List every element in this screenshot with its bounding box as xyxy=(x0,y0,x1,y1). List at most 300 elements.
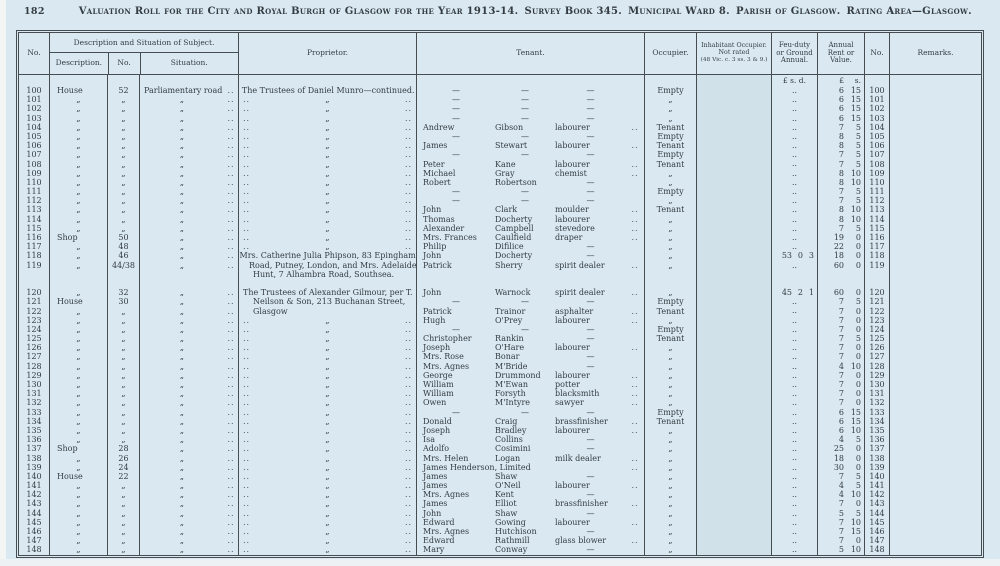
annual-rent-cell xyxy=(817,334,864,343)
tenant-cell xyxy=(416,481,644,490)
description-cell: „ xyxy=(49,288,107,297)
proprietor-cell xyxy=(238,215,416,224)
remarks-cell xyxy=(889,141,981,150)
leader-dots: .. xyxy=(227,425,235,435)
tenant-cell xyxy=(416,104,644,113)
street-number-cell: „ xyxy=(107,150,139,159)
remarks-cell xyxy=(889,536,981,545)
proprietor-text: „ xyxy=(325,536,330,546)
situation-cell xyxy=(139,518,238,527)
leader-dots: .. xyxy=(227,352,235,362)
tenant-occupation: labourer xyxy=(555,517,590,527)
row-number-left: 145 xyxy=(26,517,42,527)
tenant-surname: Gibson xyxy=(495,122,524,132)
leader-dots: .. xyxy=(404,205,413,215)
rent-pounds: 7 xyxy=(838,389,844,399)
inhabitant-occupier-cell xyxy=(696,307,771,316)
proprietor-text: „ xyxy=(325,517,330,527)
situation-text: „ xyxy=(179,150,185,160)
row-number-left: 147 xyxy=(26,536,42,546)
proprietor-text: The Trustees of Alexander Gilmour, per T. xyxy=(243,288,413,298)
proprietor-text: „ xyxy=(325,131,330,141)
proprietor-text: „ xyxy=(325,545,330,555)
occupier-cell: „ xyxy=(644,233,696,242)
inhabitant-occupier-cell xyxy=(696,150,771,159)
proprietor-cell xyxy=(238,270,416,279)
proprietor-cell xyxy=(238,288,416,297)
street-number-cell: „ xyxy=(107,398,139,407)
feu-duty-cell: .. xyxy=(771,527,817,536)
row-number-right: 107 xyxy=(864,150,889,159)
leader-dots: .. xyxy=(227,196,235,206)
row-number-left: 142 xyxy=(26,490,42,500)
table-row xyxy=(19,169,981,178)
leader-dots: .. xyxy=(227,343,235,353)
annual-rent-cell xyxy=(817,160,864,169)
situation-text: „ xyxy=(179,380,185,389)
table-row xyxy=(19,408,981,417)
feu-duty-cell: .. xyxy=(771,205,817,214)
leader-dots: .. xyxy=(404,370,413,380)
tenant-cell xyxy=(416,307,644,316)
leader-dots: .. xyxy=(404,499,413,509)
tenant-occupation: labourer xyxy=(555,370,590,380)
table-row xyxy=(19,150,981,159)
occupier-cell: „ xyxy=(644,463,696,472)
leader-dots xyxy=(626,196,644,205)
tenant-forename: William xyxy=(423,380,454,389)
leader-dots: .. xyxy=(227,205,235,215)
leader-dots: .. xyxy=(404,352,413,362)
situation-text: „ xyxy=(179,141,185,151)
tenant-surname: Rankin xyxy=(495,334,524,344)
leader-dots xyxy=(626,490,644,499)
tenant-cell xyxy=(416,160,644,169)
proprietor-text: „ xyxy=(325,380,330,389)
leader-dots: .. xyxy=(227,159,235,169)
tenant-surname: O'Prey xyxy=(495,315,523,325)
rent-shillings: 5 xyxy=(855,223,861,233)
tenant-forename: George xyxy=(423,370,453,380)
street-number-cell: „ xyxy=(107,371,139,380)
tenant-occupation: — xyxy=(586,242,595,252)
leader-dots: .. xyxy=(242,536,251,546)
leader-dots: .. xyxy=(631,205,639,215)
leader-dots: .. xyxy=(631,462,639,472)
tenant-occupation: — xyxy=(586,113,595,123)
situation-text: „ xyxy=(179,251,185,261)
occupier-cell: „ xyxy=(644,114,696,123)
remarks-cell xyxy=(889,251,981,260)
remarks-cell xyxy=(889,352,981,361)
description-cell: „ xyxy=(49,114,107,123)
table-row xyxy=(19,307,981,316)
situation-cell xyxy=(139,325,238,334)
page-header xyxy=(24,6,972,17)
proprietor-cell xyxy=(238,242,416,251)
tenant-occupation: labourer xyxy=(555,425,590,435)
remarks-cell xyxy=(889,408,981,417)
tenant-occupation: sawyer xyxy=(555,398,584,408)
leader-dots: .. xyxy=(242,471,251,481)
feu-duty-cell: .. xyxy=(771,352,817,361)
table-row xyxy=(19,325,981,334)
rent-shillings: 0 xyxy=(855,536,861,546)
situation-cell xyxy=(139,104,238,113)
rent-shillings: 10 xyxy=(850,168,861,178)
occupier-cell: „ xyxy=(644,509,696,518)
row-number-right: 120 xyxy=(864,288,889,297)
tenant-forename: — xyxy=(452,407,460,417)
feu-part: 3 xyxy=(808,251,814,261)
leader-dots: .. xyxy=(242,168,251,178)
rent-pounds: 4 xyxy=(838,435,844,445)
street-number-cell: „ xyxy=(107,205,139,214)
tenant-cell xyxy=(416,389,644,398)
annual-rent-cell xyxy=(817,196,864,205)
remarks-cell xyxy=(889,490,981,499)
remarks-cell xyxy=(889,316,981,325)
row-number-left: 137 xyxy=(26,444,42,454)
leader-dots: .. xyxy=(227,380,235,389)
rent-shillings: s. xyxy=(854,76,861,85)
street-number-cell: „ xyxy=(107,481,139,490)
leader-dots: .. xyxy=(227,370,235,380)
table-row xyxy=(19,435,981,444)
leader-dots xyxy=(626,325,644,334)
situation-text: „ xyxy=(179,187,185,197)
page-title xyxy=(79,6,972,17)
occupier-cell: „ xyxy=(644,380,696,389)
row-number-left: 144 xyxy=(26,508,42,518)
leader-dots xyxy=(626,187,644,196)
occupier-cell: „ xyxy=(644,196,696,205)
tenant-cell xyxy=(416,371,644,380)
occupier-cell: Tenant xyxy=(644,160,696,169)
rent-shillings: 0 xyxy=(855,398,861,408)
leader-dots: .. xyxy=(631,425,639,435)
description-cell: House xyxy=(49,297,107,306)
rent-shillings: 10 xyxy=(850,490,861,500)
tenant-cell xyxy=(416,527,644,536)
situation-text: „ xyxy=(179,233,185,242)
street-number-cell: „ xyxy=(107,352,139,361)
leader-dots xyxy=(414,297,416,306)
table-row xyxy=(19,251,981,260)
proprietor-text: „ xyxy=(325,361,330,371)
feu-duty-cell: .. xyxy=(771,224,817,233)
table-row xyxy=(19,417,981,426)
feu-duty-cell: .. xyxy=(771,545,817,554)
proprietor-cell xyxy=(238,187,416,196)
description-cell: „ xyxy=(49,334,107,343)
proprietor-text: „ xyxy=(325,398,330,408)
occupier-cell xyxy=(644,270,696,279)
tenant-surname: M'Bride xyxy=(495,361,528,371)
tenant-forename: James xyxy=(423,481,448,491)
inhabitant-occupier-cell xyxy=(696,325,771,334)
description-cell: „ xyxy=(49,426,107,435)
tenant-forename: Alexander xyxy=(423,223,465,233)
proprietor-cell xyxy=(238,490,416,499)
tenant-cell xyxy=(416,435,644,444)
street-number-cell xyxy=(107,270,139,279)
leader-dots: .. xyxy=(404,545,413,555)
situation-text: „ xyxy=(179,508,185,518)
proprietor-text: „ xyxy=(325,242,330,252)
proprietor-cell xyxy=(238,472,416,481)
leader-dots xyxy=(415,86,416,95)
leader-dots: .. xyxy=(404,435,413,445)
remarks-cell xyxy=(889,472,981,481)
table-row xyxy=(19,297,981,306)
situation-text: „ xyxy=(179,297,185,307)
leader-dots: .. xyxy=(227,177,235,187)
annual-rent-cell xyxy=(817,215,864,224)
annual-rent-cell xyxy=(817,435,864,444)
row-number-left: 130 xyxy=(26,380,42,389)
leader-dots: .. xyxy=(404,471,413,481)
situation-text: „ xyxy=(179,122,185,132)
row-number-left: 138 xyxy=(26,453,42,463)
situation-cell xyxy=(139,389,238,398)
tenant-forename: — xyxy=(452,113,460,123)
tenant-occupation: labourer xyxy=(555,214,590,224)
leader-dots: .. xyxy=(227,471,235,481)
feu-duty-cell: .. xyxy=(771,444,817,453)
annual-rent-cell xyxy=(817,371,864,380)
leader-dots: .. xyxy=(227,361,235,371)
inhabitant-occupier-cell xyxy=(696,187,771,196)
table-row xyxy=(19,95,981,104)
leader-dots: .. xyxy=(242,352,251,362)
situation-cell xyxy=(139,297,238,306)
tenant-cell xyxy=(416,490,644,499)
annual-rent-cell xyxy=(817,499,864,508)
occupier-cell: Empty xyxy=(644,86,696,95)
row-number-right: 143 xyxy=(864,499,889,508)
tenant-occupation: — xyxy=(586,187,595,197)
situation-cell xyxy=(139,454,238,463)
proprietor-text: Glasgow xyxy=(253,306,288,316)
annual-rent-cell xyxy=(817,536,864,545)
rent-pounds: 7 xyxy=(838,324,844,334)
annual-rent-cell xyxy=(817,352,864,361)
leader-dots: .. xyxy=(242,416,251,426)
leader-dots: .. xyxy=(242,343,251,353)
remarks-cell xyxy=(889,463,981,472)
rent-shillings: 5 xyxy=(855,150,861,160)
street-number-cell xyxy=(107,75,139,86)
row-number-right: 131 xyxy=(864,389,889,398)
tenant-cell xyxy=(416,86,644,95)
leader-dots xyxy=(626,75,644,86)
rent-shillings: 15 xyxy=(850,113,861,123)
rent-pounds: 5 xyxy=(838,508,844,518)
row-number-left: 120 xyxy=(26,288,42,298)
leader-dots: .. xyxy=(242,150,251,160)
leader-dots xyxy=(224,279,238,288)
leader-dots: .. xyxy=(631,398,639,408)
situation-cell xyxy=(139,215,238,224)
street-number-cell: „ xyxy=(107,389,139,398)
description-cell: „ xyxy=(49,435,107,444)
feu-duty-cell: .. xyxy=(771,463,817,472)
row-number-left xyxy=(19,279,49,288)
inhabitant-occupier-cell xyxy=(696,132,771,141)
remarks-cell xyxy=(889,205,981,214)
tenant-surname: Forsyth xyxy=(495,389,526,399)
tenant-forename xyxy=(417,270,495,279)
row-number-left: 129 xyxy=(26,370,42,380)
rent-pounds: 7 xyxy=(838,315,844,325)
leader-dots: .. xyxy=(227,527,235,536)
proprietor-cell xyxy=(238,316,416,325)
feu-duty-cell: £ s. d. xyxy=(771,75,817,86)
leader-dots: .. xyxy=(631,481,639,491)
remarks-cell xyxy=(889,178,981,187)
tenant-surname: Difilice xyxy=(495,242,524,252)
proprietor-text: „ xyxy=(325,315,330,325)
tenant-surname: — xyxy=(521,86,529,95)
rent-pounds: 8 xyxy=(838,205,844,215)
rent-shillings: 5 xyxy=(855,481,861,491)
leader-dots xyxy=(414,307,416,316)
inhabitant-occupier-cell xyxy=(696,104,771,113)
tenant-surname: Rathmill xyxy=(495,536,530,546)
leader-dots: .. xyxy=(227,536,235,546)
street-number-cell: „ xyxy=(107,334,139,343)
situation-cell xyxy=(139,288,238,297)
row-number-right: 123 xyxy=(864,316,889,325)
feu-part: 0 xyxy=(797,251,803,261)
tenant-cell xyxy=(416,205,644,214)
rent-pounds: 7 xyxy=(838,150,844,160)
table-row xyxy=(19,371,981,380)
table-row xyxy=(19,352,981,361)
tenant-forename: Christopher xyxy=(423,334,472,344)
leader-dots: .. xyxy=(404,444,413,454)
proprietor-text: „ xyxy=(325,508,330,518)
tenant-surname: — xyxy=(521,187,529,197)
tenant-surname: — xyxy=(521,95,529,105)
situation-text: „ xyxy=(179,288,185,298)
proprietor-text: „ xyxy=(325,104,330,114)
rent-pounds: £ xyxy=(839,76,844,85)
tenant-occupation: labourer xyxy=(555,159,590,169)
street-number-cell: „ xyxy=(107,141,139,150)
row-number-left: 115 xyxy=(26,223,42,233)
description-cell: „ xyxy=(49,408,107,417)
proprietor-text: „ xyxy=(325,462,330,472)
street-number-cell: „ xyxy=(107,178,139,187)
leader-dots: .. xyxy=(242,177,251,187)
row-number-right: 145 xyxy=(864,518,889,527)
row-number-right: 121 xyxy=(864,297,889,306)
proprietor-cell xyxy=(238,307,416,316)
tenant-forename: — xyxy=(452,196,460,206)
leader-dots: .. xyxy=(227,517,235,527)
proprietor-cell xyxy=(238,325,416,334)
leader-dots: .. xyxy=(404,517,413,527)
street-number-cell: „ xyxy=(107,527,139,536)
occupier-cell: „ xyxy=(644,251,696,260)
street-number-cell: „ xyxy=(107,518,139,527)
leader-dots: .. xyxy=(631,453,639,463)
leader-dots: .. xyxy=(227,407,235,417)
tenant-cell xyxy=(416,472,644,481)
tenant-occupation: spirit dealer xyxy=(555,288,605,298)
remarks-cell xyxy=(889,380,981,389)
page-title-segment: Survey Book 345. xyxy=(524,6,623,17)
proprietor-cell xyxy=(238,481,416,490)
occupier-cell: „ xyxy=(644,215,696,224)
leader-dots: .. xyxy=(227,416,235,426)
inhabitant-occupier-cell xyxy=(696,86,771,95)
rent-shillings: 0 xyxy=(855,306,861,316)
annual-rent-cell xyxy=(817,86,864,95)
proprietor-text: „ xyxy=(325,95,330,105)
row-number-left: 143 xyxy=(26,499,42,509)
leader-dots: .. xyxy=(227,113,235,123)
remarks-cell xyxy=(889,417,981,426)
inhabitant-occupier-cell xyxy=(696,481,771,490)
tenant-occupation xyxy=(555,463,626,472)
street-number-cell: „ xyxy=(107,215,139,224)
feu-duty-cell: .. xyxy=(771,509,817,518)
leader-dots: .. xyxy=(631,370,639,380)
row-number-right: 137 xyxy=(864,444,889,453)
situation-text: „ xyxy=(179,517,185,527)
tenant-forename: Patrick xyxy=(423,260,452,270)
remarks-cell xyxy=(889,233,981,242)
tenant-occupation: — xyxy=(586,444,595,454)
rent-pounds: 22 xyxy=(833,242,844,252)
proprietor-text: „ xyxy=(325,233,330,242)
annual-rent-cell xyxy=(817,270,864,279)
situation-cell xyxy=(139,95,238,104)
rent-pounds: 7 xyxy=(838,223,844,233)
street-number-cell: „ xyxy=(107,196,139,205)
row-number-right xyxy=(864,270,889,279)
leader-dots: .. xyxy=(404,141,413,151)
tenant-cell xyxy=(416,187,644,196)
tenant-forename: Mrs. Agnes xyxy=(423,361,470,371)
rent-pounds: 7 xyxy=(838,122,844,132)
col-header-no-right: No. xyxy=(864,33,889,74)
proprietor-text xyxy=(243,279,414,288)
tenant-surname: — xyxy=(521,104,529,114)
description-cell: „ xyxy=(49,205,107,214)
tenant-surname: Gray xyxy=(495,168,515,178)
inhabitant-occupier-cell xyxy=(696,123,771,132)
leader-dots: .. xyxy=(242,490,251,500)
street-number-cell: 32 xyxy=(107,288,139,297)
feu-duty-cell: .. xyxy=(771,481,817,490)
tenant-surname: Craig xyxy=(495,416,518,426)
situation-text: „ xyxy=(179,389,185,399)
tenant-surname: Stewart xyxy=(495,141,528,151)
feu-duty-cell: .. xyxy=(771,398,817,407)
table-row xyxy=(19,160,981,169)
leader-dots: .. xyxy=(404,453,413,463)
table-row xyxy=(19,316,981,325)
tenant-occupation: potter xyxy=(555,380,580,389)
occupier-cell: „ xyxy=(644,95,696,104)
leader-dots: .. xyxy=(242,545,251,555)
tenant-cell xyxy=(416,463,644,472)
tenant-forename: Joseph xyxy=(423,343,451,353)
